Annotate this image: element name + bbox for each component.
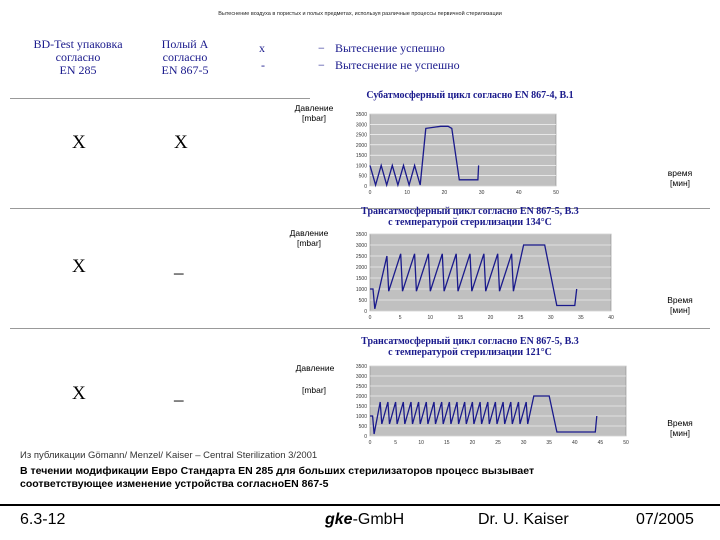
company-name [325,511,404,529]
page-title: Вытеснение воздуха в пористых и полых предметах, используя различные процессы первичной стерилизации [218,11,502,17]
y-tick-label: 2000 [355,394,367,400]
column-header-line: согласно [55,50,101,64]
chart3-ylabel-unit: [mbar] [301,385,327,395]
chart1-ylabel [290,103,338,123]
chart3-title-line: Трансатмосферный цикл согласно EN 867-5, В.3 [361,336,579,347]
row3-hollow-mark: _ [174,383,184,404]
modification-note: В течении модификации Евро Стандарта EN 285 для больших стерилизаторов процесс вызывает соответствующее изменение устройства согласноEN 867-5 [20,465,535,490]
x-tick-label: 30 [478,190,485,196]
x-tick-label: 20 [487,315,494,321]
x-tick-label: 50 [553,190,559,196]
date: 07/2005 [636,511,694,528]
y-tick-label: 2000 [355,265,367,271]
y-tick-label: 2000 [355,142,367,149]
x-tick-label: 0 [368,315,372,321]
y-tick-label: 500 [358,424,367,430]
y-tick-label: 3000 [355,374,367,380]
chart1-title [320,90,620,101]
row-divider [10,328,710,329]
chart1-xlabel-line: [мин] [669,178,690,188]
column-header-line: EN 285 [59,63,97,77]
y-tick-label: 0 [364,184,367,190]
source-note: Из публикации Gömann/ Menzel/ Kaiser – Central Sterilization 3/2001 [20,450,318,461]
x-tick-label: 5 [394,440,397,446]
legend-success-text: Вытеснение успешно [335,41,445,55]
row1-bd-mark: X [72,132,86,153]
column-header-line: BD-Test упаковка [33,37,123,51]
y-tick-label: 1000 [355,163,367,170]
chart1 [340,110,560,200]
legend-fail-symbol: - [261,58,265,72]
y-tick-label: 1500 [355,276,367,282]
chart2-xlabel-line: Время [667,295,693,305]
legend-fail-dash: − [318,58,325,72]
x-tick-label: 40 [572,440,578,446]
plot-area [370,114,556,186]
y-tick-label: 3000 [355,122,367,129]
chart2-title [320,206,620,228]
chart3-xlabel-line: Время [667,418,693,428]
y-tick-label: 0 [364,309,367,315]
chart3-xlabel-line: [мин] [669,428,690,438]
column-header-hollow-a [140,38,230,77]
x-tick-label: 15 [457,315,464,321]
x-tick-label: 35 [578,315,584,321]
footer-divider [0,504,720,506]
x-tick-label: 10 [418,440,424,446]
y-tick-label: 2500 [355,384,367,390]
chart2-ylabel-line: Давление [289,228,329,238]
row1-hollow-mark: X [174,132,188,153]
chart3-ylabel-top: Давление [295,363,335,373]
author: Dr. U. Kaiser [478,511,569,528]
x-tick-label: 50 [623,440,629,446]
chart2-title-line: с температурой стерилизации 134°C [388,217,552,228]
y-tick-label: 2500 [355,254,367,260]
column-header-line: Полый А [161,37,209,51]
chart2-ylabel [285,228,333,248]
y-tick-label: 3000 [355,243,367,249]
y-tick-label: 1000 [355,287,367,293]
x-tick-label: 35 [546,440,552,446]
y-tick-label: 2500 [355,132,367,139]
y-tick-label: 500 [358,298,367,304]
row2-hollow-mark: _ [174,256,184,277]
legend-fail-text: Вытеснение не успешно [335,58,460,72]
column-header-line: EN 867-5 [161,63,209,77]
company-name-italic: gke [325,511,353,528]
chart2 [340,230,615,325]
chart2-ylabel-line: [mbar] [296,238,322,248]
chart3-xlabel [660,418,700,438]
chart1-ylabel-line: Давление [294,103,334,113]
page-number: 6.3-12 [20,511,66,528]
y-tick-label: 3500 [355,232,367,238]
company-name-rest: -GmbH [352,511,405,528]
y-tick-label: 1000 [355,414,367,420]
x-tick-label: 0 [368,190,372,196]
x-tick-label: 15 [444,440,450,446]
y-tick-label: 0 [364,434,367,440]
y-tick-label: 3500 [355,364,367,370]
y-tick-label: 3500 [355,112,367,118]
x-tick-label: 40 [608,315,614,321]
x-tick-label: 25 [495,440,501,446]
chart1-title-line: Субатмосферный цикл согласно EN 867-4, В.1 [366,90,574,101]
x-tick-label: 30 [547,315,554,321]
legend-success-dash: − [318,41,325,55]
x-tick-label: 20 [441,190,448,196]
x-tick-label: 5 [398,315,402,321]
y-tick-label: 500 [358,173,367,180]
x-tick-label: 10 [427,315,434,321]
x-tick-label: 40 [516,190,522,196]
chart2-xlabel-line: [мин] [669,305,690,315]
chart1-xlabel-line: время [667,168,693,178]
chart3-title [320,336,620,358]
chart2-title-line: Трансатмосферный цикл согласно EN 867-5, В.3 [361,206,579,217]
x-tick-label: 30 [520,440,527,446]
x-tick-label: 45 [597,440,604,446]
plot-area [370,366,626,436]
row-divider [10,98,310,99]
row3-bd-mark: X [72,383,86,404]
column-header-line: согласно [162,50,208,64]
x-tick-label: 10 [404,190,410,196]
row2-bd-mark: X [72,256,86,277]
x-tick-label: 20 [469,440,476,446]
legend-success-symbol: x [259,41,265,55]
y-tick-label: 1500 [355,153,367,160]
chart3 [340,362,630,450]
x-tick-label: 0 [368,440,372,446]
chart2-xlabel [660,295,700,315]
y-tick-label: 1500 [355,404,367,410]
column-header-bd-test [18,38,138,77]
chart1-xlabel [660,168,700,188]
chart3-title-line: с температурой стерилизации 121°C [388,347,552,358]
x-tick-label: 25 [517,315,524,321]
chart1-ylabel-line: [mbar] [301,113,327,123]
